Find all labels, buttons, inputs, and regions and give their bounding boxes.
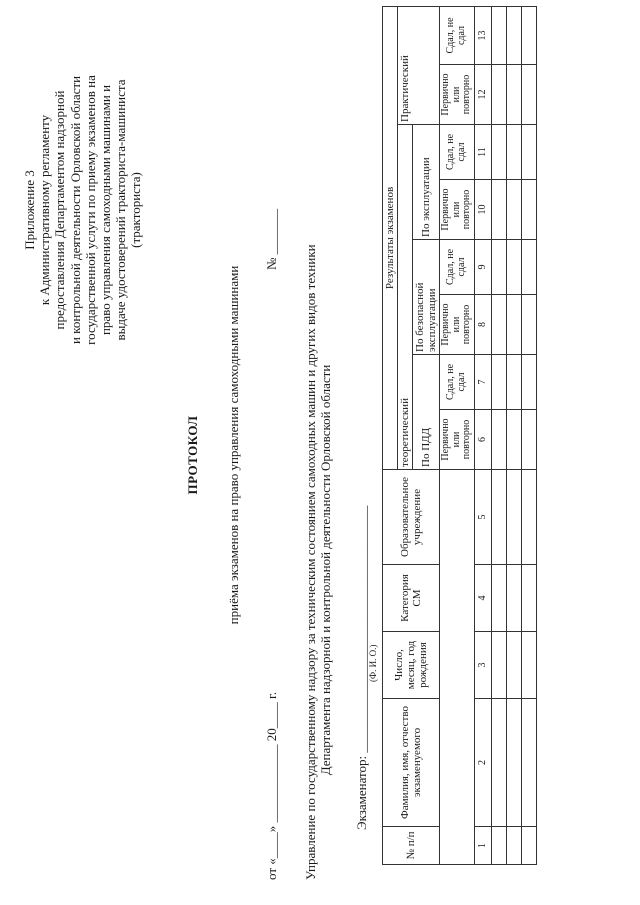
table-cell[interactable] bbox=[521, 410, 536, 470]
table-cell[interactable] bbox=[491, 565, 506, 632]
column-number-row bbox=[474, 6, 491, 864]
column-number: 5 bbox=[474, 470, 491, 565]
header-safe-operation: По безопасной эксплуатации bbox=[413, 240, 440, 355]
table-cell[interactable] bbox=[491, 410, 506, 470]
table-row bbox=[491, 6, 506, 864]
table-cell[interactable] bbox=[491, 827, 506, 865]
table-cell[interactable] bbox=[521, 6, 536, 64]
header-practical: Практический bbox=[398, 6, 440, 124]
table-cell[interactable] bbox=[521, 699, 536, 827]
header-first-or-repeat: Первично или повторно bbox=[440, 180, 475, 240]
document-title: ПРОТОКОЛ bbox=[185, 415, 200, 495]
organization-line: Департамента надзорной и контрольной деятельности Орловской области bbox=[318, 364, 333, 776]
table-cell[interactable] bbox=[506, 470, 521, 565]
table-cell[interactable] bbox=[521, 180, 536, 240]
appendix-line: государственной услуги по приему экзаменов на bbox=[82, 75, 98, 345]
appendix-block bbox=[22, 50, 144, 370]
empty-rows bbox=[491, 6, 536, 864]
appendix-line: предоставления Департаментом надзорной bbox=[52, 90, 68, 330]
table-cell[interactable] bbox=[506, 295, 521, 355]
table-cell[interactable] bbox=[491, 6, 506, 64]
table-cell[interactable] bbox=[521, 295, 536, 355]
organization-line: Управление по государственному надзору за техническим состоянием самоходных машин и других видов техники bbox=[303, 244, 318, 880]
organization-block bbox=[303, 244, 333, 880]
table-cell[interactable] bbox=[491, 355, 506, 410]
appendix-line: Приложение 3 bbox=[22, 170, 37, 250]
appendix-line: выдаче удостоверений тракториста-машиниста bbox=[113, 79, 129, 341]
examiner-field: Экзаменатор: ______________________________________ bbox=[354, 505, 369, 830]
appendix-line: (тракториста) bbox=[128, 172, 144, 248]
header-passed: Сдал, не сдал bbox=[440, 6, 475, 64]
protocol-date: от «____» ____________ 20____ г. bbox=[264, 691, 279, 880]
table-cell[interactable] bbox=[506, 699, 521, 827]
header-passed: Сдал, не сдал bbox=[440, 240, 475, 295]
header-results: Результаты экзаменов bbox=[383, 6, 398, 469]
header-passed: Сдал, не сдал bbox=[440, 355, 475, 410]
table-cell[interactable] bbox=[521, 355, 536, 410]
document-subtitle: приёма экзаменов на право управления самоходными машинами bbox=[226, 265, 241, 625]
table-cell[interactable] bbox=[491, 470, 506, 565]
header-theoretical: теоретический bbox=[398, 125, 413, 470]
header-birth-date: Число, месяц, год рождения bbox=[383, 632, 440, 699]
table-cell[interactable] bbox=[521, 827, 536, 865]
table-cell[interactable] bbox=[521, 632, 536, 699]
header-passed: Сдал, не сдал bbox=[440, 125, 475, 180]
table-cell[interactable] bbox=[506, 65, 521, 125]
header-spacer bbox=[440, 470, 475, 865]
table-cell[interactable] bbox=[491, 632, 506, 699]
table-cell[interactable] bbox=[491, 65, 506, 125]
table-cell[interactable] bbox=[521, 240, 536, 295]
table-cell[interactable] bbox=[506, 180, 521, 240]
header-operation: По эксплуатации bbox=[413, 125, 440, 240]
column-number: 9 bbox=[474, 240, 491, 295]
header-full-name: Фамилия, имя, отчество экзаменуемого bbox=[383, 699, 440, 827]
table-cell[interactable] bbox=[506, 240, 521, 295]
protocol-number: № _______ bbox=[264, 208, 279, 270]
table-cell[interactable] bbox=[521, 65, 536, 125]
table-row bbox=[506, 6, 521, 864]
appendix-line: право управления самоходными машинами и bbox=[98, 84, 114, 336]
column-number: 3 bbox=[474, 632, 491, 699]
column-number: 12 bbox=[474, 65, 491, 125]
table-cell[interactable] bbox=[491, 125, 506, 180]
header-pdd: По ПДД bbox=[413, 355, 440, 470]
column-number: 8 bbox=[474, 295, 491, 355]
fio-caption: (Ф. И. О.) bbox=[368, 644, 378, 682]
table-cell[interactable] bbox=[506, 355, 521, 410]
exam-results-table bbox=[382, 7, 537, 865]
table-cell[interactable] bbox=[521, 125, 536, 180]
table-cell[interactable] bbox=[506, 632, 521, 699]
header-first-or-repeat: Первично или повторно bbox=[440, 410, 475, 470]
table-cell[interactable] bbox=[491, 240, 506, 295]
column-number: 4 bbox=[474, 565, 491, 632]
table-cell[interactable] bbox=[491, 295, 506, 355]
column-number: 7 bbox=[474, 355, 491, 410]
header-category: Категория СМ bbox=[383, 565, 440, 632]
table-row bbox=[521, 6, 536, 864]
table-cell[interactable] bbox=[521, 565, 536, 632]
table-cell[interactable] bbox=[491, 180, 506, 240]
column-number: 13 bbox=[474, 6, 491, 64]
table-cell[interactable] bbox=[491, 699, 506, 827]
header-first-or-repeat: Первично или повторно bbox=[440, 295, 475, 355]
table-cell[interactable] bbox=[506, 6, 521, 64]
appendix-line: и контрольной деятельности Орловской области bbox=[67, 75, 83, 345]
header-first-or-repeat: Первично или повторно bbox=[440, 65, 475, 125]
table-cell[interactable] bbox=[506, 827, 521, 865]
column-number: 1 bbox=[474, 827, 491, 865]
table-cell[interactable] bbox=[521, 470, 536, 565]
column-number: 2 bbox=[474, 699, 491, 827]
column-number: 10 bbox=[474, 180, 491, 240]
table-cell[interactable] bbox=[506, 125, 521, 180]
table-cell[interactable] bbox=[506, 565, 521, 632]
header-row-number: № п/п bbox=[383, 827, 440, 865]
appendix-line: к Административному регламенту bbox=[37, 114, 53, 306]
column-number: 6 bbox=[474, 410, 491, 470]
header-education: Образовательное учреждение bbox=[383, 470, 440, 565]
column-number: 11 bbox=[474, 125, 491, 180]
table-cell[interactable] bbox=[506, 410, 521, 470]
